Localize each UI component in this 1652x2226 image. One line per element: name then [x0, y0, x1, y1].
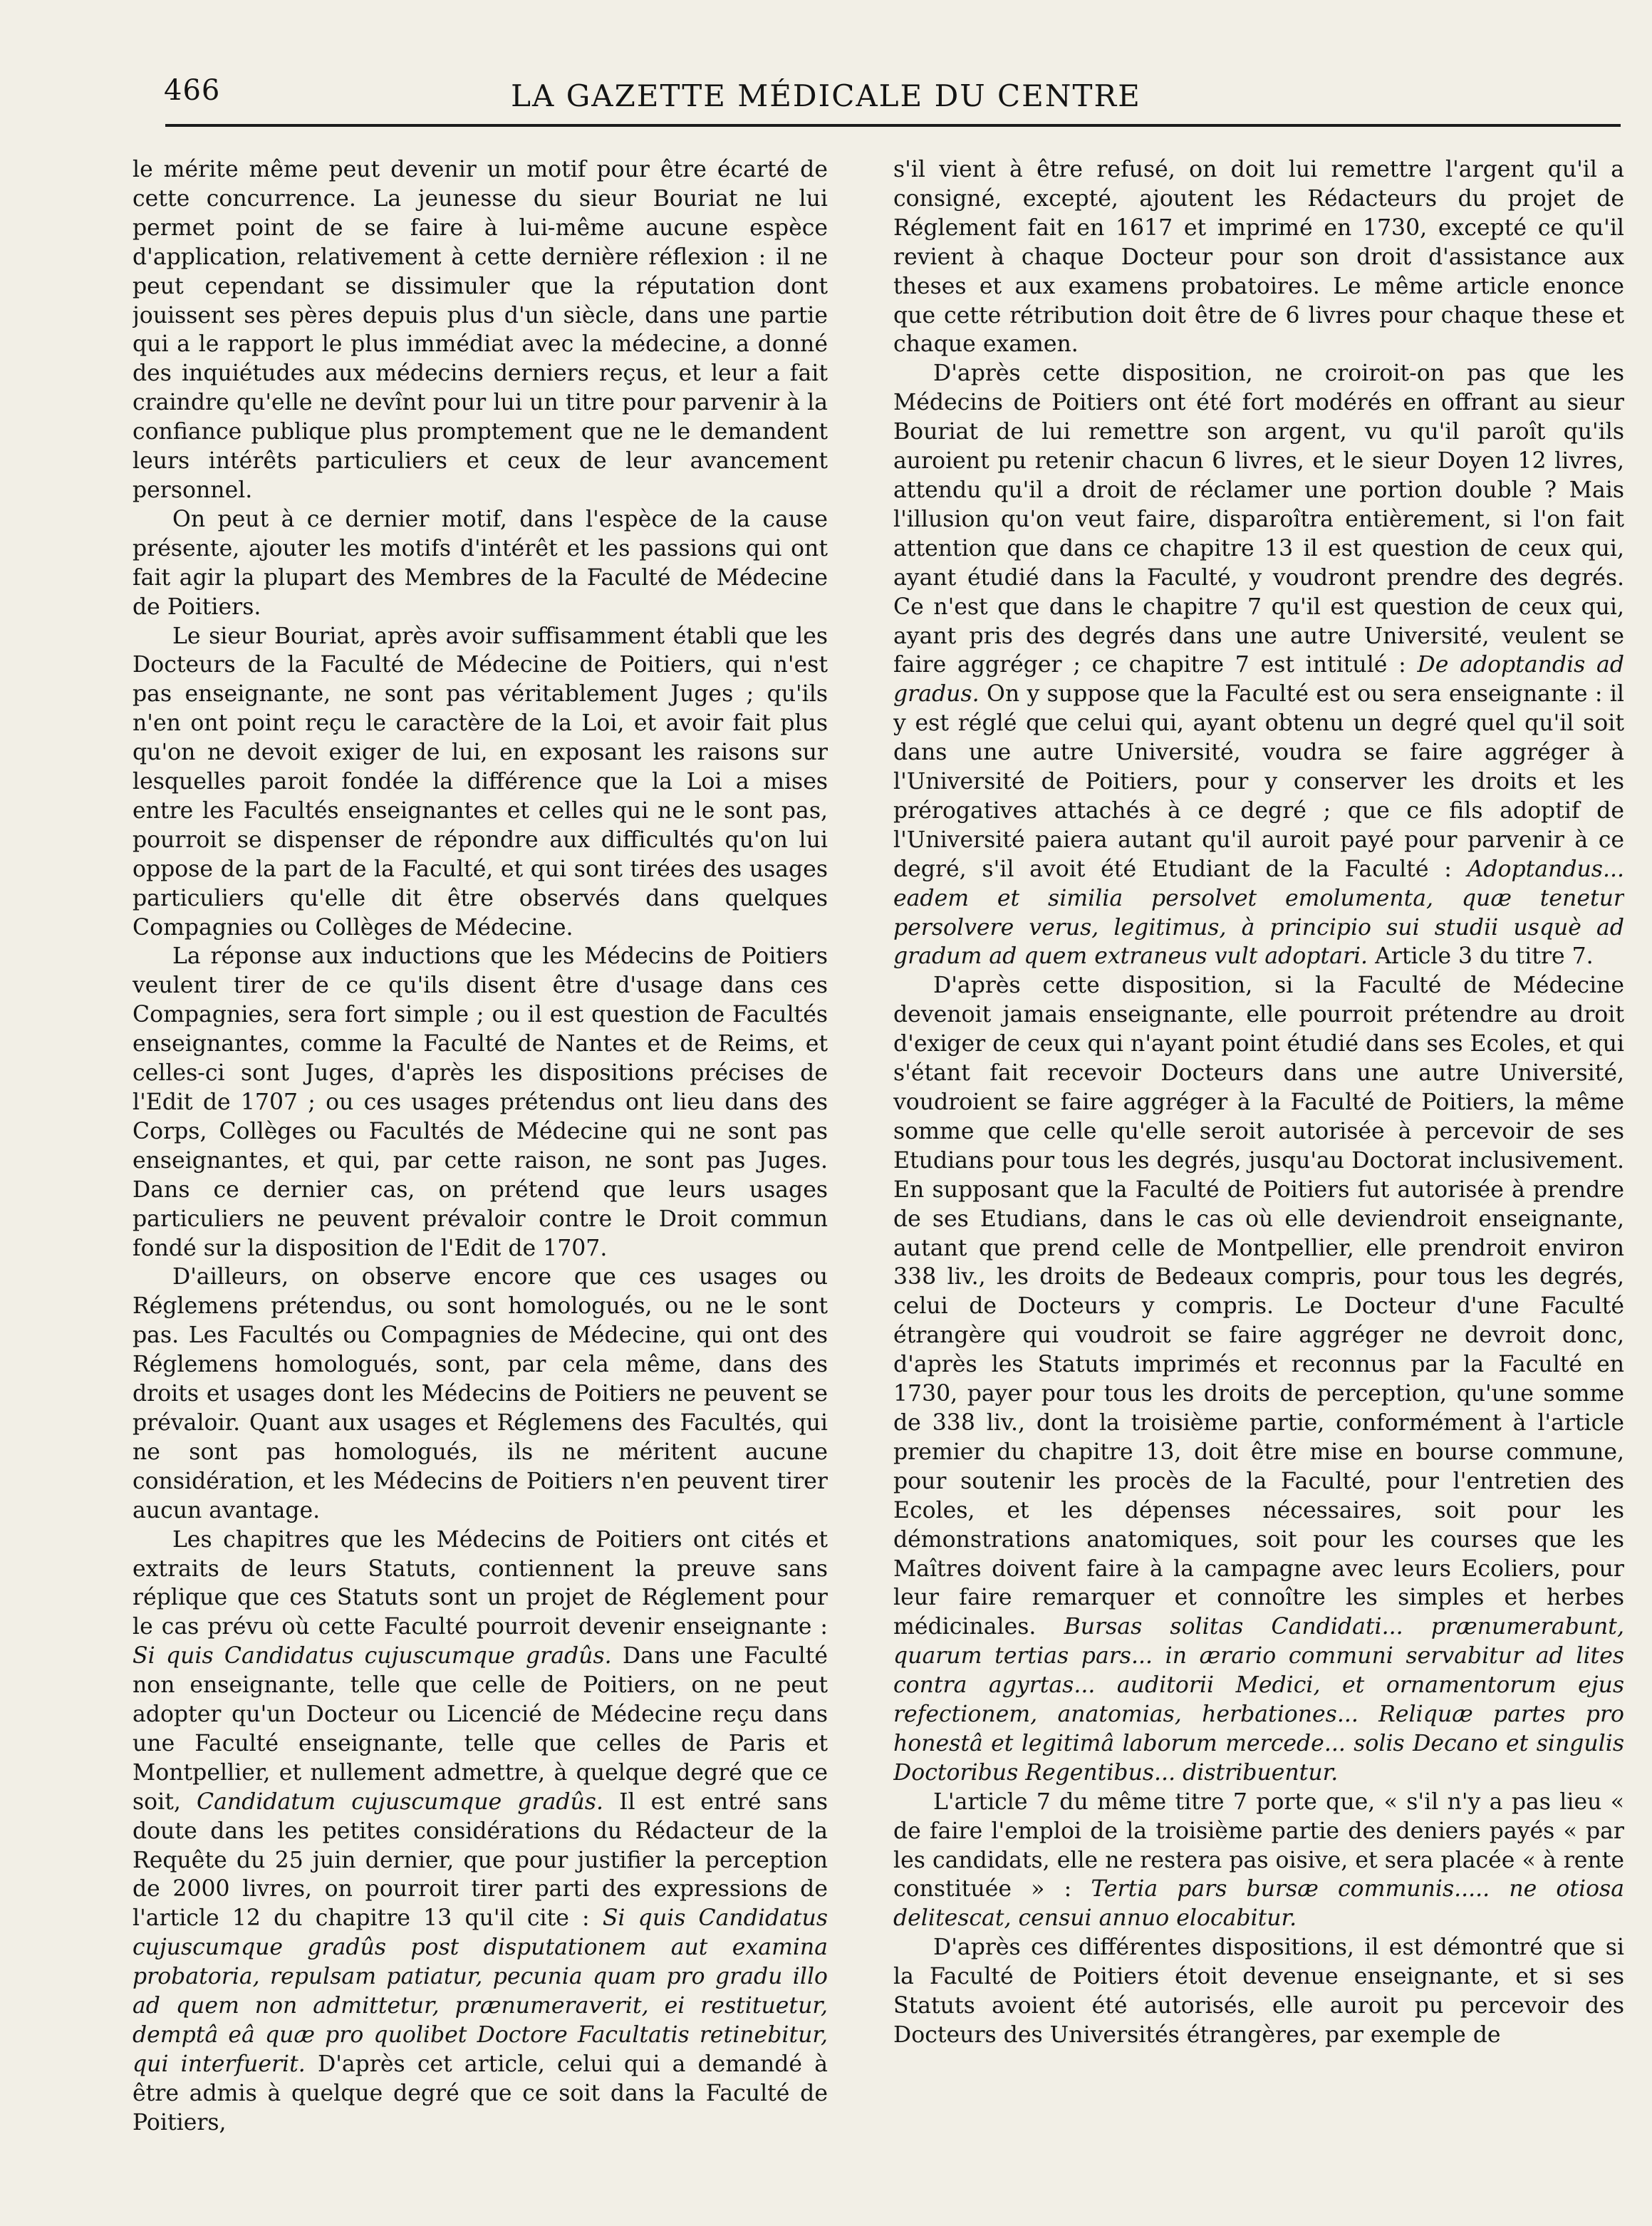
latin-quote: Tertia pars bursæ communis..... ne otiosa delitescat, censui annuo elocabitur. — [893, 1876, 1624, 1932]
paragraph — [893, 1788, 1624, 1934]
text-run: L'article 7 du même titre 7 porte que, « s'il n'y a pas lieu « de faire l'emploi de la troisième partie des deniers payés « par les candidats, elle ne restera pas oisive, et sera placée « à rente constituée » : — [893, 1788, 1624, 1903]
paragraph: On peut à ce dernier motif, dans l'espèce de la cause présente, ajouter les motifs d'intérêt et les passions qui ont fait agir la plupart des Membres de la Faculté de Médecine de Poitiers. — [133, 506, 828, 620]
running-title: LA GAZETTE MÉDICALE DU CENTRE — [511, 78, 1141, 113]
paragraph: Le sieur Bouriat, après avoir suffisamment établi que les Docteurs de la Faculté de Médecine de Poitiers, qui n'est pas enseignante, ne sont pas véritablement Juges ; qu'ils n'en ont point reçu le caractère de la Loi, et avoir fait plus qu'on ne devoit exiger de lui, en exposant les raisons sur lesquelles paroit fondée la différence que la Loi a mises entre les Facultés enseignantes et celles qui ne le sont pas, pourroit se dispenser de répondre aux difficultés qu'on lui oppose de la part de la Faculté, et qui sont tirées des usages particuliers qu'elle dit être observés dans quelques Compagnies ou Collèges de Médecine. — [133, 623, 828, 941]
paragraph: D'ailleurs, on observe encore que ces usages ou Réglemens prétendus, ou sont homologués, ou ne le sont pas. Les Facultés ou Compagnies de Médecine, qui ont des Réglemens homologués, sont, par cela même, dans des droits et usages dont les Médecins de Poitiers ne peuvent se prévaloir. Quant aux usages et Réglemens des Facultés, qui ne sont pas homologués, ils ne méritent aucune considération, et les Médecins de Poitiers n'en peuvent tirer aucun avantage. — [133, 1264, 828, 1523]
page-number: 466 — [164, 74, 221, 107]
paragraph: le mérite même peut devenir un motif pour être écarté de cette concurrence. La jeunesse du sieur Bouriat ne lui permet point de se faire à lui-même aucune espèce d'application, relativement à cette dernière réflexion : il ne peut cependant se dissimuler que la réputation dont jouissent ses pères depuis plus d'un siècle, dans une partie qui a le rapport le plus immédiat avec la médecine, a donné des inquiétudes aux médecins derniers reçus, et leur a fait craindre qu'elle ne devînt pour lui un titre pour parvenir à la confiance publique plus promptement que ne le demandent leurs intérêts particuliers et ceux de leur avancement personnel. — [133, 157, 828, 503]
text-run: D'après cette disposition, ne croiroit-on pas que les Médecins de Poitiers ont été fort modérés en offrant au sieur Bouriat de lui remettre son argent, vu qu'il paroît qu'ils auroient pu retenir chacun 6 livres, et le sieur Doyen 12 livres, attendu qu'il a droit de réclamer une portion double ? Mais l'illusion qu'on veut faire, disparoîtra entièrement, si l'on fait attention que dans ce chapitre 13 il est question de ceux qui, ayant étudié dans la Faculté, y voudront prendre des degrés. Ce n'est que dans le chapitre 7 qu'il est question de ceux qui, ayant pris des degrés dans une autre Université, veulent se faire aggréger ; ce chapitre 7 est intitulé : — [893, 361, 1624, 678]
text-run: D'après cette disposition, si la Faculté de Médecine devenoit jamais enseignante, elle pourroit prétendre au droit d'exiger de ceux qui n'ayant point étudié dans ses Ecoles, et qui s'étant fait recevoir Docteurs dans une autre Université, voudroient se faire aggréger à la Faculté de Poitiers, la même somme que celle qu'elle seroit autorisée à percevoir de ses Etudians pour tous les degrés, jusqu'au Doctorat inclusivement. En supposant que la Faculté de Poitiers fut autorisée à prendre de ses Etudians, dans le cas où elle deviendroit enseignante, autant que prend celle de Montpellier, elle prendroit environ 338 liv., les droits de Bedeaux compris, pour tous les degrés, celui de Docteurs y compris. Le Docteur d'une Faculté étrangère qui voudroit se faire aggréger ne devroit donc, d'après les Statuts imprimés et reconnus par la Faculté en 1730, payer pour tous les droits de perception, qu'une somme de 338 liv., dont la troisième partie, conformément à l'article premier du chapitre 13, doit être mise en bourse commune, pour soutenir les procès de la Faculté, pour l'entretien des Ecoles, et les dépenses nécessaires, soit pour les démonstrations anatomiques, soit pour les courses que les Maîtres doivent faire à la campagne avec leurs Ecoliers, pour leur faire remarquer et connoître les simples et herbes médicinales. — [893, 973, 1624, 1640]
latin-quote: Si quis Candidatus cujuscumque gradûs post disputationem aut examina probatoria, repulsam patiatur, pecunia quam pro gradu illo ad quem non admittetur, prænumeraverit, ei restituetur, demptâ eâ quæ pro quolibet Doctore Facultatis retinebitur, qui interfuerit. — [133, 1905, 828, 2077]
paragraph: D'après ces différentes dispositions, il est démontré que si la Faculté de Poitiers étoit devenue enseignante, et si ses Statuts avoient été autorisés, elle auroit pu percevoir des Docteurs des Universités étrangères, par exemple de — [893, 1935, 1624, 2048]
paragraph — [133, 1526, 828, 2138]
paragraph: La réponse aux inductions que les Médecins de Poitiers veulent tirer de ce qu'ils disent être d'usage dans ces Compagnies, sera fort simple ; ou il est question de Facultés enseignantes, comme la Faculté de Nantes et de Reims, et celles-ci sont Juges, d'après les dispositions précises de l'Edit de 1707 ; ou ces usages prétendus ont lieu dans des Corps, Collèges ou Facultés de Médecine qui ne sont pas enseignantes, et qui, par cette raison, ne sont pas Juges. Dans ce dernier cas, on prétend que leurs usages particuliers ne peuvent prévaloir contre le Droit commun fondé sur la disposition de l'Edit de 1707. — [133, 943, 828, 1261]
latin-quote: Si quis Candidatus cujuscumque gradûs. — [133, 1643, 612, 1670]
text-run: Il est entré sans doute dans les petites considérations du Rédacteur de la Requête du 25 juin dernier, que pour justifier la perception de 2000 livres, on pourroit tirer parti des expressions de l'article 12 du chapitre 13 qu'il cite : — [133, 1788, 828, 1932]
latin-quote: Adoptandus... eadem et similia persolvet emolumenta, quæ tenetur persolvere verus, legitimus, à principio sui studii usquè ad gradum ad quem extraneus vult adoptari. — [893, 856, 1624, 970]
paragraph: s'il vient à être refusé, on doit lui remettre l'argent qu'il a consigné, excepté, ajoutent les Rédacteurs du projet de Réglement fait en 1617 et imprimé en 1730, excepté ce qu'il revient à chaque Docteur pour son droit d'assistance aux theses et aux examens probatoires. Le même article enonce que cette rétribution doit être de 6 livres pour chaque these et chaque examen. — [893, 157, 1624, 358]
text-run: Les chapitres que les Médecins de Poitiers ont cités et extraits de leurs Statuts, contiennent la preuve sans réplique que ces Statuts sont un projet de Réglement pour le cas prévu où cette Faculté pourroit devenir enseignante : — [133, 1526, 828, 1640]
right-column — [893, 155, 1624, 2200]
text-run: Article 3 du titre 7. — [1368, 943, 1594, 970]
latin-quote: Bursas solitas Candidati... prænumerabunt, quarum tertias pars... in ærario communi servabitur ad lites contra agyrtas... auditorii Medici, et ornamentorum ejus refectionem, anatomias, herbationes... Reliquæ partes pro honestâ et legitimâ laborum mercede... solis Decano et singulis Doctoribus Regentibus... distribuentur. — [893, 1614, 1624, 1786]
latin-quote: De adoptandis ad gradus. — [893, 652, 1624, 708]
left-column — [133, 155, 828, 2200]
text-run: On y suppose que la Faculté est ou sera enseignante : il y est réglé que celui qui, ayant obtenu un degré quel qu'il soit dans une autre Université, voudra se faire aggréger à l'Université de Poitiers, pour y conserver les droits et les prérogatives attachés à ce degré ; que ce fils adoptif de l'Université paiera autant qu'il auroit payé pour parvenir à ce degré, s'il avoit été Etudiant de la Faculté : — [893, 681, 1624, 882]
paragraph — [893, 971, 1624, 1787]
text-run: D'après cet article, celui qui a demandé à être admis à quelque degré que ce soit dans la Faculté de Poitiers, — [133, 2051, 828, 2136]
latin-quote: Candidatum cujuscumque gradûs. — [196, 1788, 603, 1815]
text-run: Dans une Faculté non enseignante, telle que celle de Poitiers, on ne peut adopter qu'un Docteur ou Licencié de Médecine reçu dans une Faculté enseignante, telle que celles de Paris et Montpellier, et nullement admettre, à quelque degré que ce soit, — [133, 1643, 828, 1815]
header-rule — [165, 124, 1621, 127]
paragraph — [893, 359, 1624, 971]
